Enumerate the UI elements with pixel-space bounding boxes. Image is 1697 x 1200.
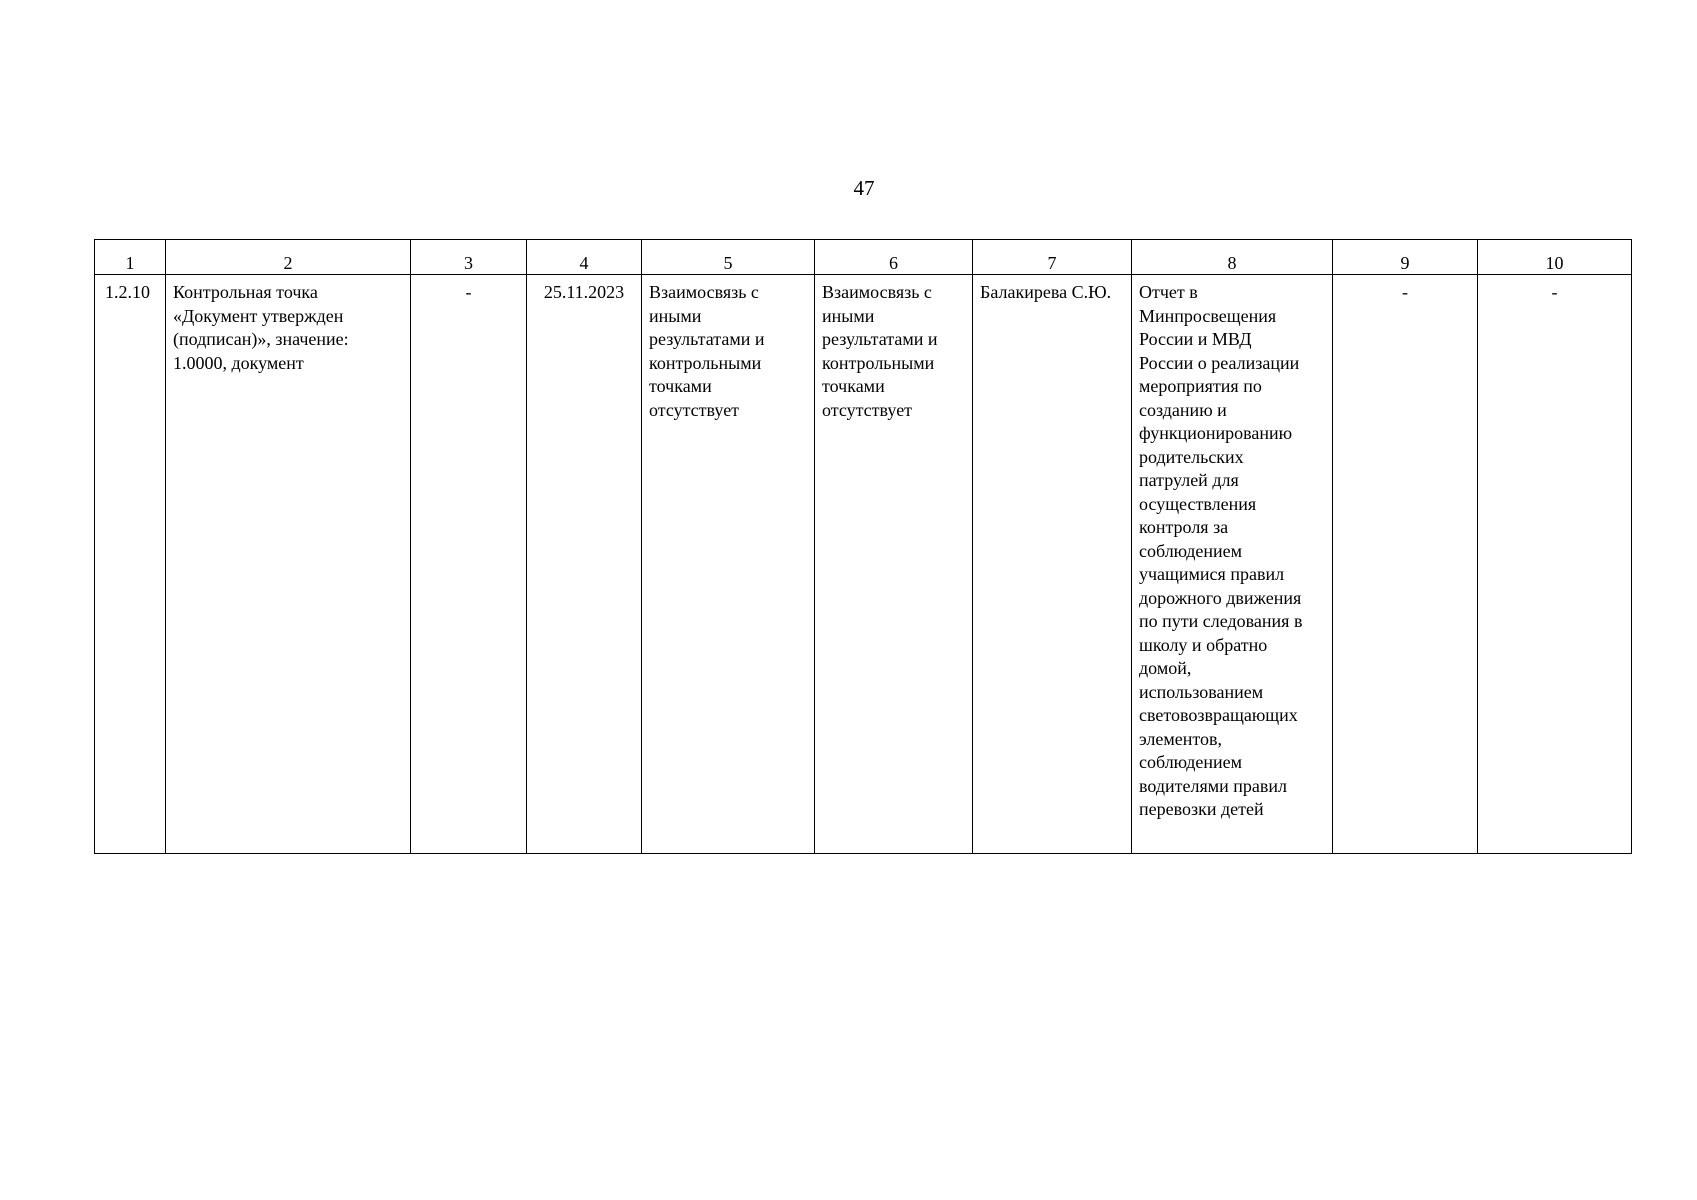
header-col-4: 4 (527, 240, 642, 275)
page-number: 47 (853, 176, 875, 200)
cell-col-9 (1333, 275, 1478, 854)
cell-col-6 (815, 275, 973, 854)
cell-col-5 (642, 275, 815, 854)
header-col-8: 8 (1132, 240, 1333, 275)
cell-col-10-text: - (1551, 282, 1558, 302)
table-row (95, 275, 1632, 854)
plan-table (94, 239, 1632, 854)
cell-responsible (973, 275, 1132, 854)
cell-responsible-text: Балакирева С.Ю. (980, 282, 1112, 302)
table-header-row (95, 240, 1632, 275)
cell-date-text: 25.11.2023 (543, 282, 625, 302)
header-col-1: 1 (95, 240, 166, 275)
cell-col-10 (1478, 275, 1632, 854)
cell-control-point-text: Контрольная точка «Документ утвержден (подписан)», значение: 1.0000, документ (173, 282, 349, 373)
cell-col-5-text: Взаимосвязь с иными результатами и контрольными точками отсутствует (649, 282, 765, 420)
cell-number (95, 275, 166, 854)
header-col-5: 5 (642, 240, 815, 275)
cell-col-3 (411, 275, 527, 854)
cell-col-6-text: Взаимосвязь с иными результатами и контрольными точками отсутствует (822, 282, 938, 420)
header-col-9: 9 (1333, 240, 1478, 275)
header-col-3: 3 (411, 240, 527, 275)
header-col-7: 7 (973, 240, 1132, 275)
header-col-2: 2 (166, 240, 411, 275)
cell-date (527, 275, 642, 854)
header-col-10: 10 (1478, 240, 1632, 275)
cell-col-9-text: - (1402, 282, 1408, 302)
cell-report-text: Отчет в Минпросвещения России и МВД России о реализации мероприятия по созданию и функционированию родительских патрулей для осуществления контроля за соблюдением учащимися правил дорожного движения по пути следования в школу и обратно домой, использованием световозвращающих элементов, соблюдением водителями правил перевозки детей (1139, 282, 1303, 819)
header-col-6: 6 (815, 240, 973, 275)
cell-col-3-text: - (465, 282, 472, 302)
cell-report (1132, 275, 1333, 854)
cell-number-text: 1.2.10 (105, 282, 150, 302)
cell-control-point (166, 275, 411, 854)
